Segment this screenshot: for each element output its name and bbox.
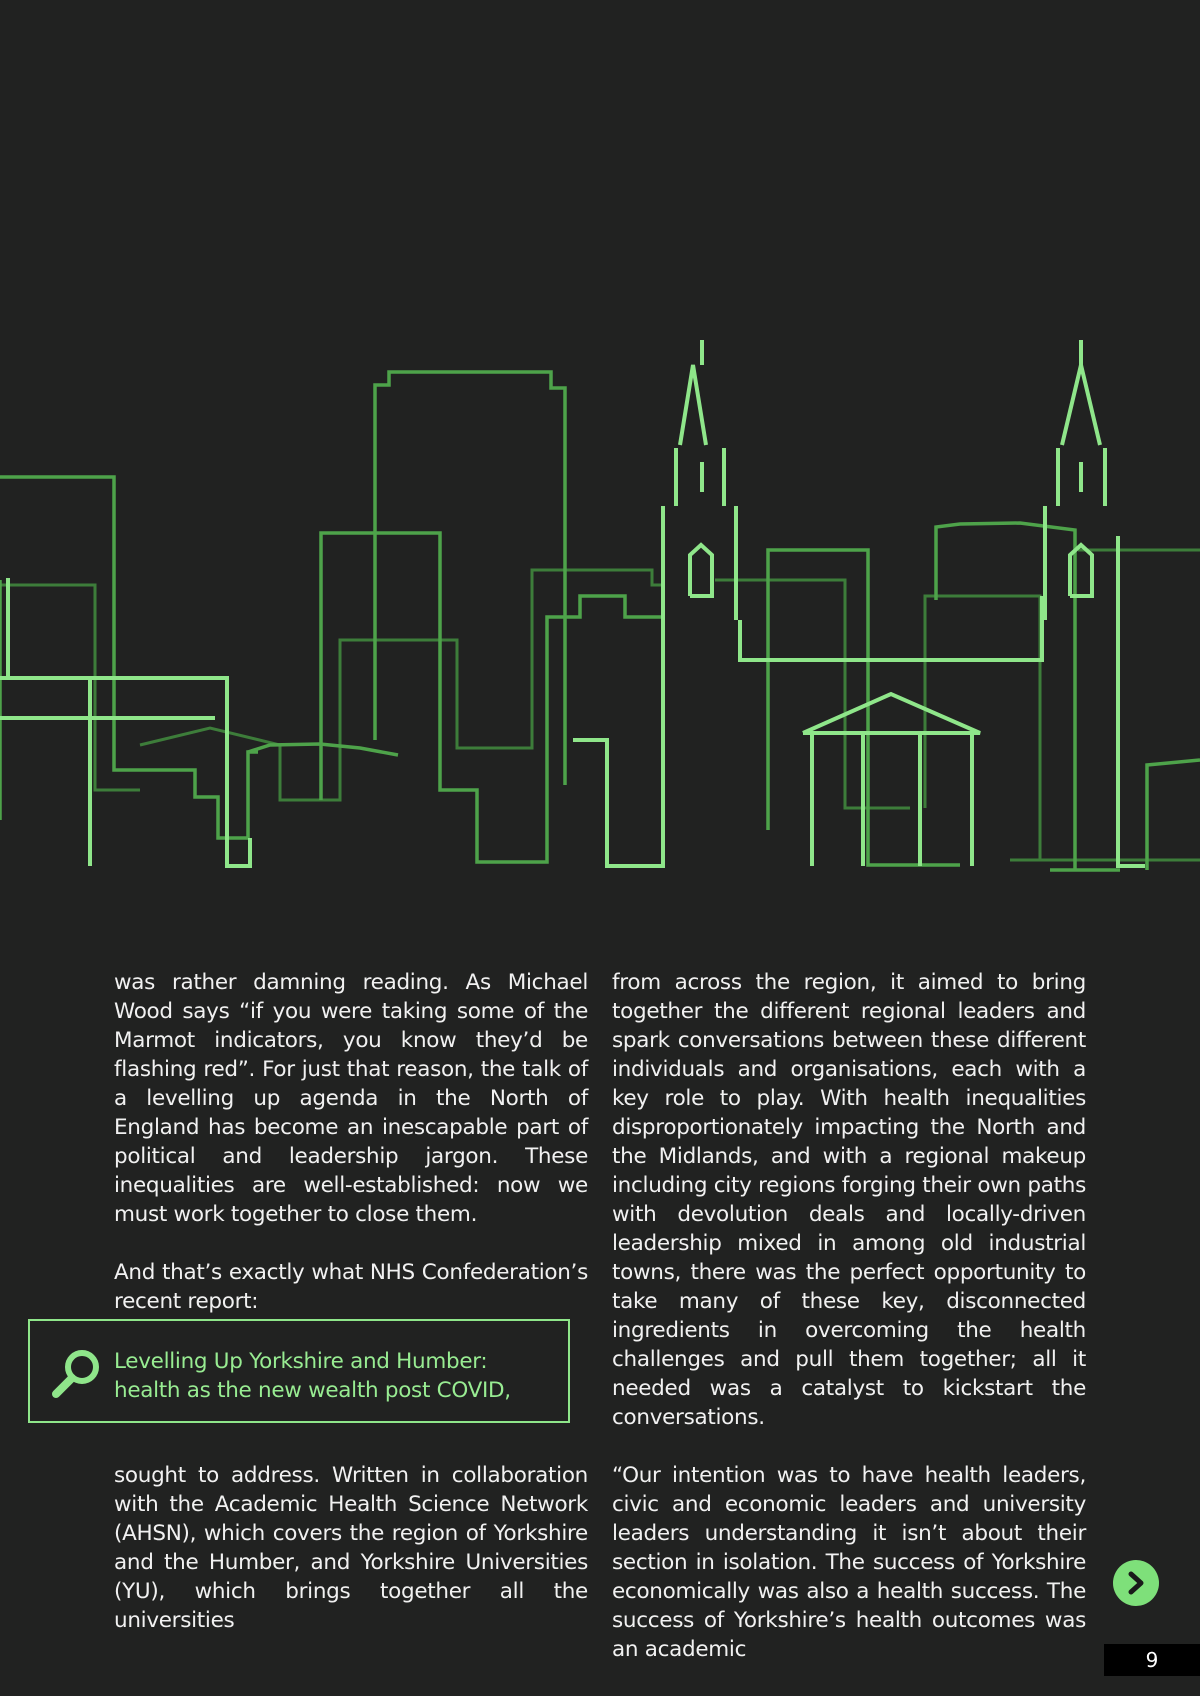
- report-callout[interactable]: [28, 1319, 570, 1423]
- report-title-link[interactable]: Levelling Up Yorkshire and Humber: health as the new wealth post COVID,: [114, 1349, 511, 1403]
- paragraph: sought to address. Written in collaboration with the Academic Health Science Network (AHSN), which covers the region of Yorkshire and the Humber, and Yorkshire Universities (YU), which brings together all the universities: [114, 1463, 588, 1633]
- next-page-button[interactable]: [1113, 1560, 1159, 1606]
- paragraph: And that’s exactly what NHS Confederation’s recent report:: [114, 1260, 588, 1314]
- paragraph: “Our intention was to have health leaders, civic and economic leaders and university leaders understanding it isn’t about their section in isolation. The success of Yorkshire economically was also a health success. The success of Yorkshire’s health outcomes was an academic: [612, 1463, 1086, 1662]
- page-number: 9: [1104, 1644, 1200, 1676]
- paragraph: from across the region, it aimed to bring together the different regional leaders and spark conversations between these different individuals and organisations, each with a key role to play. With health inequalities disproportionately impacting the North and the Midlands, and with a regional makeup including city regions forging their own paths with devolution deals and locally-driven leadership mixed in among old industrial towns, there was the perfect opportunity to take many of these key, disconnected ingredients in overcoming the health challenges and pull them together; all it needed was a catalyst to kickstart the conversations.: [612, 970, 1086, 1430]
- city-skyline-illustration: [0, 320, 1200, 900]
- search-icon: [50, 1347, 104, 1401]
- article-column-left-top: [114, 968, 588, 1316]
- paragraph: was rather damning reading. As Michael Wood says “if you were taking some of the Marmot indicators, you know they’d be flashing red”. For just that reason, the talk of a levelling up agenda in the North of England has become an inescapable part of political and leadership jargon. These inequalities are well-established: now we must work together to close them.: [114, 970, 588, 1227]
- article-column-left-bottom: [114, 1461, 588, 1635]
- article-column-right: [612, 968, 1086, 1664]
- chevron-right-icon: [1113, 1560, 1159, 1606]
